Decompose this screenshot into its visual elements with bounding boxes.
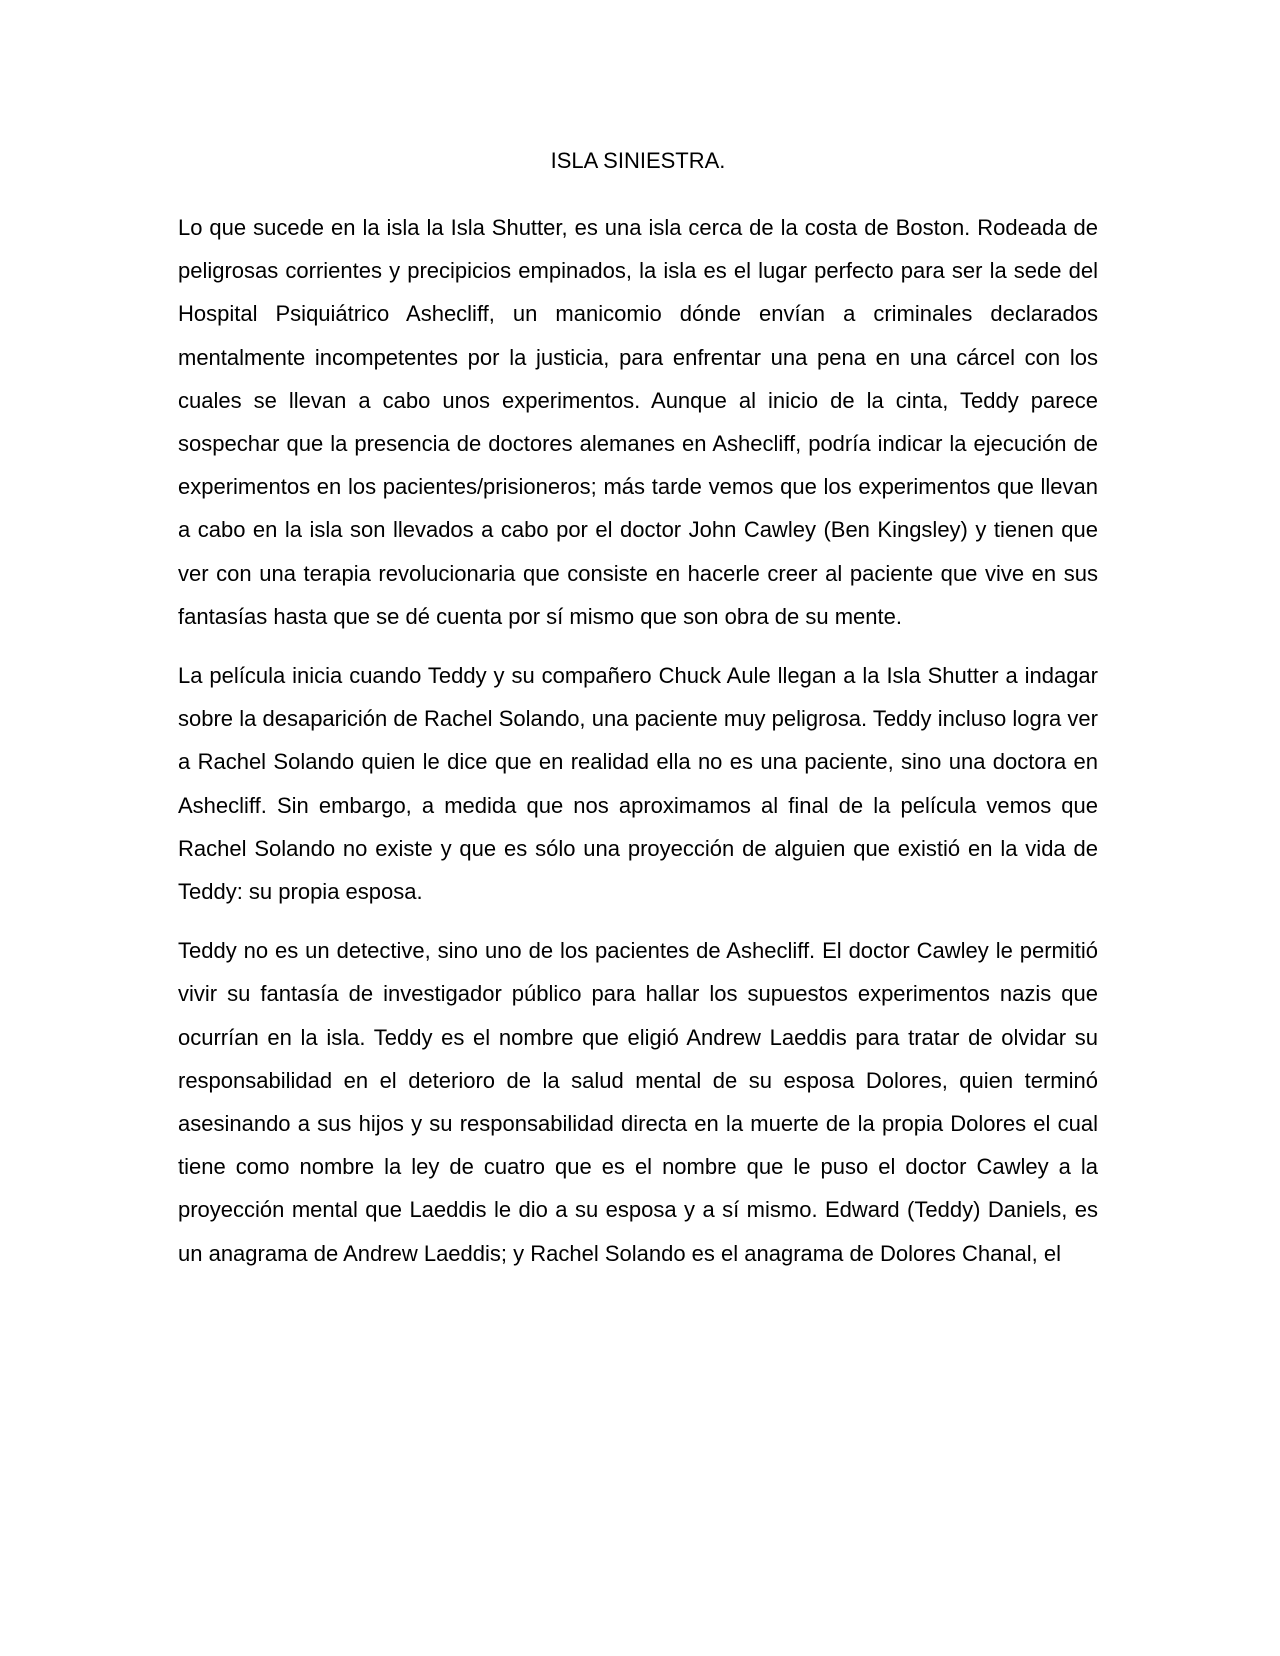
- paragraph-3: Teddy no es un detective, sino uno de los pacientes de Ashecliff. El doctor Cawley le permitió vivir su fantasía de investigador público para hallar los supuestos experimentos nazis que ocurrían en la isla. Teddy es el nombre que eligió Andrew Laeddis para tratar de olvidar su responsabilidad en el deterioro de la salud mental de su esposa Dolores, quien terminó asesinando a sus hijos y su responsabilidad directa en la muerte de la propia Dolores el cual tiene como nombre la ley de cuatro que es el nombre que le puso el doctor Cawley a la proyección mental que Laeddis le dio a su esposa y a sí mismo. Edward (Teddy) Daniels, es un anagrama de Andrew Laeddis; y Rachel Solando es el anagrama de Dolores Chanal, el: [178, 938, 1098, 1266]
- paragraph-1: Lo que sucede en la isla la Isla Shutter, es una isla cerca de la costa de Boston. Rodeada de peligrosas corrientes y precipicios empinados, la isla es el lugar perfecto para ser la sede del Hospital Psiquiátrico Ashecliff, un manicomio dónde envían a criminales declarados mentalmente incompetentes por la justicia, para enfrentar una pena en una cárcel con los cuales se llevan a cabo unos experimentos. Aunque al inicio de la cinta, Teddy parece sospechar que la presencia de doctores alemanes en Ashecliff, podría indicar la ejecución de experimentos en los pacientes/prisioneros; más tarde vemos que los experimentos que llevan a cabo en la isla son llevados a cabo por el doctor John Cawley (Ben Kingsley) y tienen que ver con una terapia revolucionaria que consiste en hacerle creer al paciente que vive en sus fantasías hasta que se dé cuenta por sí mismo que son obra de su mente.: [178, 215, 1098, 629]
- document-body: [178, 206, 1098, 1291]
- page-title: ISLA SINIESTRA.: [550, 148, 726, 173]
- paragraph-2: La película inicia cuando Teddy y su compañero Chuck Aule llegan a la Isla Shutter a indagar sobre la desaparición de Rachel Solando, una paciente muy peligrosa. Teddy incluso logra ver a Rachel Solando quien le dice que en realidad ella no es una paciente, sino una doctora en Ashecliff. Sin embargo, a medida que nos aproximamos al final de la película vemos que Rachel Solando no existe y que es sólo una proyección de alguien que existió en la vida de Teddy: su propia esposa.: [178, 663, 1098, 905]
